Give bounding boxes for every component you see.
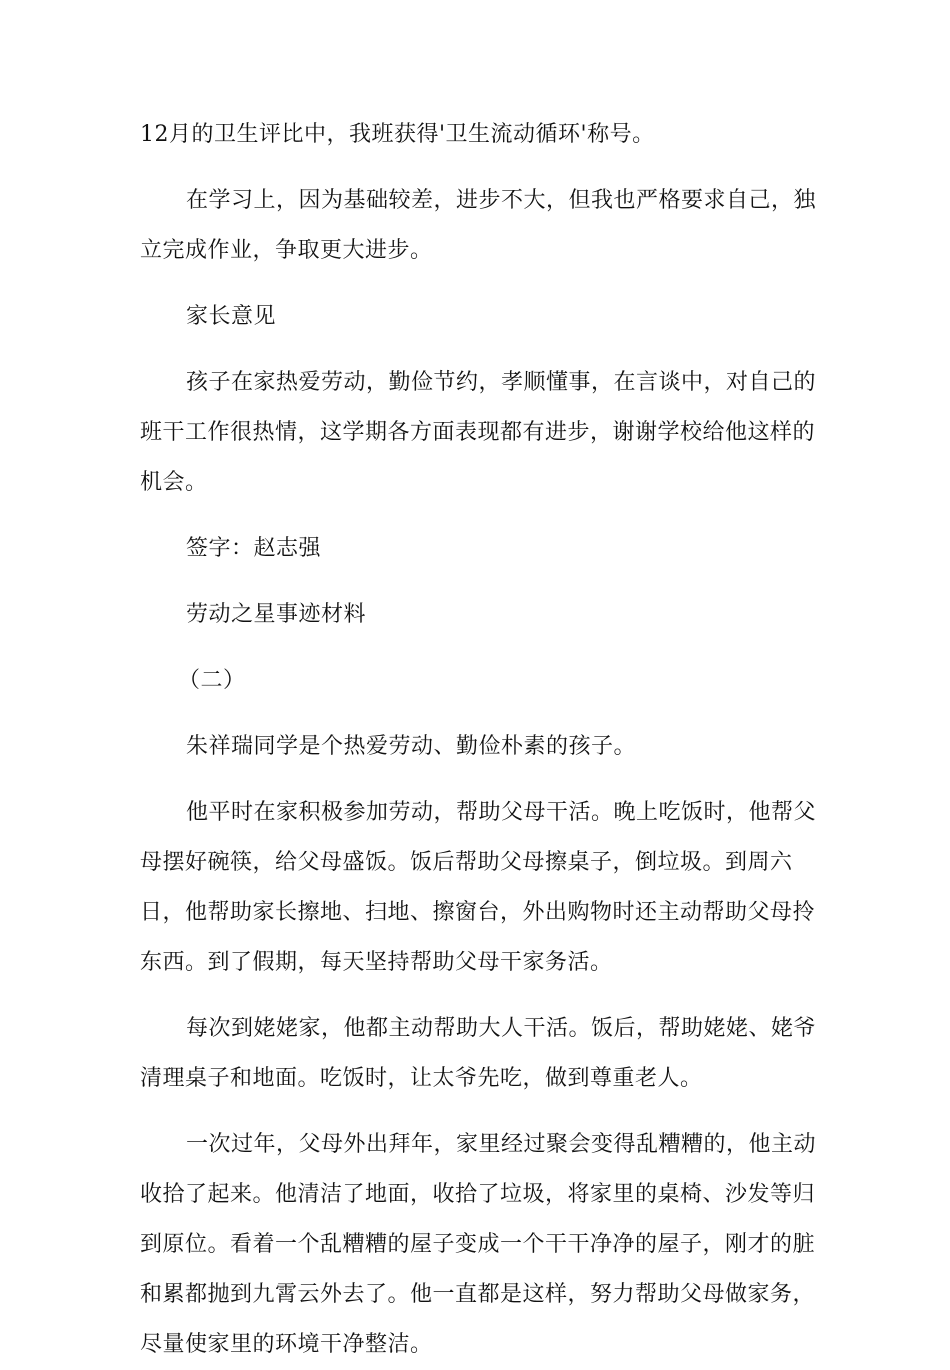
paragraph-home-chores: 他平时在家积极参加劳动，帮助父母干活。晚上吃饭时，他帮父母摆好碗筷，给父母盛饭。饭后帮助父母擦桌子，倒垃圾。到周六日，他帮助家长擦地、扫地、擦窗台，外出购物时还主动帮助父母拎东西。到了假期，每天坚持帮助父母干家务活。: [140, 800, 817, 975]
document-body: [140, 110, 820, 1370]
section-number: （二）: [178, 668, 246, 693]
heading-parent-opinion: 家长意见: [186, 304, 277, 329]
section-title: 劳动之星事迹材料: [186, 602, 367, 627]
paragraph-study: 在学习上，因为基础较差，进步不大，但我也严格要求自己，独立完成作业，争取更大进步。: [140, 188, 817, 263]
paragraph-grandparents: 每次到姥姥家，他都主动帮助大人干活。饭后，帮助姥姥、姥爷清理桌子和地面。吃饭时，让太爷先吃，做到尊重老人。: [140, 1016, 817, 1091]
paragraph-new-year: 一次过年，父母外出拜年，家里经过聚会变得乱糟糟的，他主动收拾了起来。他清洁了地面，收拾了垃圾，将家里的桌椅、沙发等归到原位。看着一个乱糟糟的屋子变成一个干干净净的屋子，刚才的脏和累都抛到九霄云外去了。他一直都是这样，努力帮助父母做家务，尽量使家里的环境干净整洁。: [140, 1132, 817, 1357]
paragraph-intro: 朱祥瑞同学是个热爱劳动、勤俭朴素的孩子。: [186, 734, 637, 759]
signature-line: 签字：赵志强: [186, 536, 322, 561]
paragraph-parent-comment: 孩子在家热爱劳动，勤俭节约，孝顺懂事，在言谈中，对自己的班干工作很热情，这学期各方面表现都有进步，谢谢学校给他这样的机会。: [140, 370, 817, 495]
paragraph-hygiene-award: 12月的卫生评比中，我班获得'卫生流动循环'称号。: [140, 122, 655, 147]
